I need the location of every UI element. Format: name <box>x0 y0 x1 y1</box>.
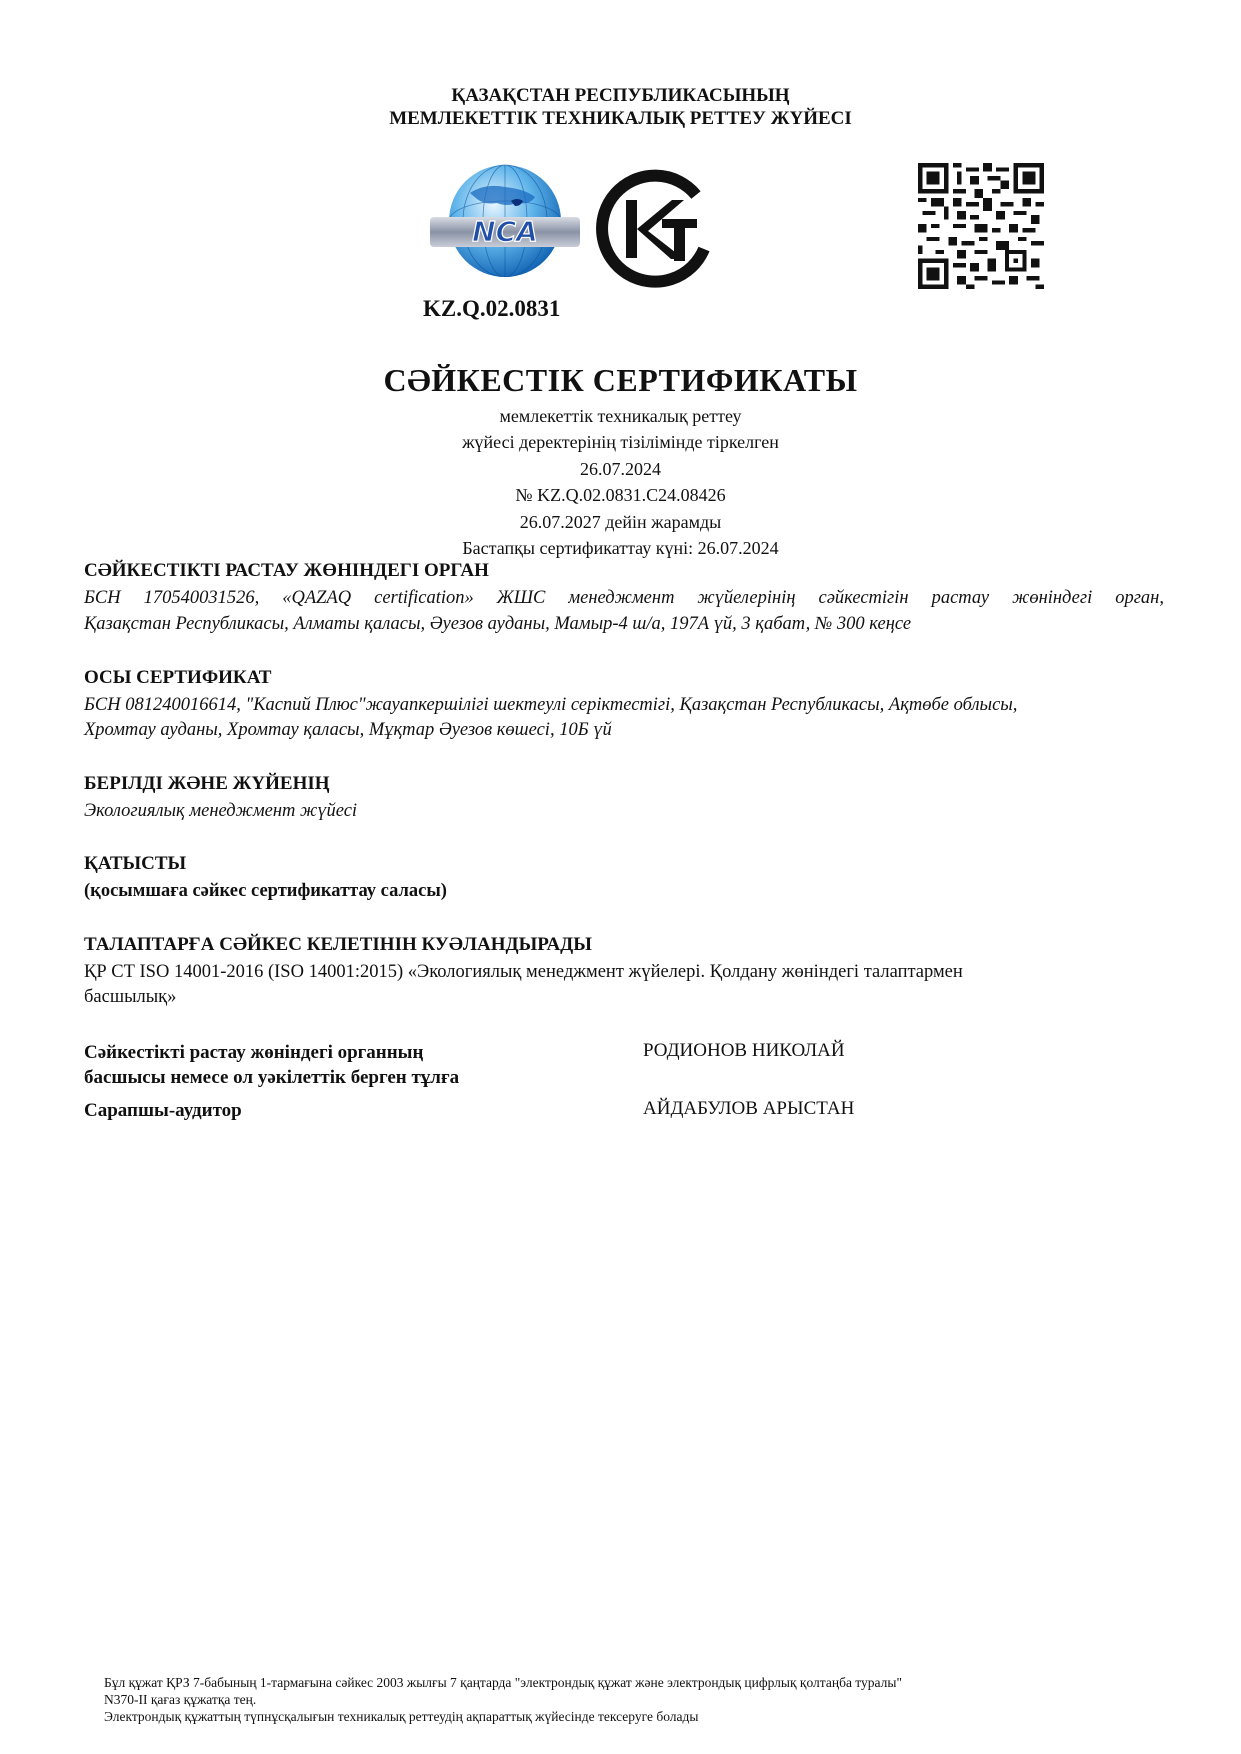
header-line-1: ҚАЗАҚСТАН РЕСПУБЛИКАСЫНЫҢ <box>451 85 790 106</box>
issued-system: Экологиялық менеджмент жүйесі <box>84 801 358 821</box>
head-signatory-label-line-1: Сәйкестікті растау жөніндегі органның <box>84 1042 424 1063</box>
footer-line-1: Бұл құжат ҚРЗ 7-бабының 1-тармағына сәйкес 2003 жылғы 7 қаңтарда "электрондық құжат және электрондық цифрлық қолтаңба туралы" <box>104 1675 902 1690</box>
initial-certification-date: Бастапқы сертификаттау күні: 26.07.2024 <box>462 538 779 558</box>
subtitle-line-1: мемлекеттік техникалық реттеу <box>499 406 742 426</box>
requirements-line-2: басшылық» <box>84 987 177 1007</box>
certificate-title: СӘЙКЕСТІК СЕРТИФИКАТЫ <box>383 362 858 398</box>
certificate-number: № KZ.Q.02.0831.C24.08426 <box>515 485 726 505</box>
issued-heading: БЕРІЛДІ ЖӘНЕ ЖҮЙЕНІҢ <box>84 773 330 794</box>
auditor-label: Сарапшы-аудитор <box>84 1100 242 1121</box>
qr-code-icon <box>918 163 1044 289</box>
ncfa-globe-logo <box>425 163 582 277</box>
subtitle-line-2: жүйесі деректерінің тізілімінде тіркелген <box>462 432 779 452</box>
footer-line-3: Электрондық құжаттың түпнұсқалығын техникалық реттеудің ақпараттық жүйесінде тексеруге болады <box>104 1709 699 1724</box>
this-certificate-heading: ОСЫ СЕРТИФИКАТ <box>84 667 272 688</box>
certification-body-line-2: Қазақстан Республикасы, Алматы қаласы, Әуезов ауданы, Мамыр-4 ш/а, 197А үй, 3 қабат, № 300 кеңсе <box>84 614 912 634</box>
holder-line-2: Хромтау ауданы, Хромтау қаласы, Мұқтар Әуезов көшесі, 10Б үй <box>84 720 612 740</box>
footer-line-2: N370-II қағаз құжатқа тең. <box>104 1692 257 1707</box>
holder-line-1: БСН 081240016614, "Каспий Плюс"жауапкершілігі шектеулі серіктестігі, Қазақстан Республикасы, Ақтөбе облысы, <box>84 695 1018 715</box>
requirements-line-1: ҚР СТ ISO 14001-2016 (ISO 14001:2015) «Экологиялық менеджмент жүйелері. Қолдану жөніндегі талаптармен <box>84 962 963 982</box>
certification-body-line-1: БСН 170540031526, «QAZAQ certification» ЖШС менеджмент жүйелерінің сәйкестігін растау жөніндегі орган, <box>84 588 1164 608</box>
requirements-heading: ТАЛАПТАРҒА СӘЙКЕС КЕЛЕТІНІН КУӘЛАНДЫРАДЫ <box>84 934 592 955</box>
head-signatory-label-line-2: басшысы немесе ол уәкілеттік берген тұлға <box>84 1067 460 1088</box>
related-scope: (қосымшаға сәйкес сертификаттау саласы) <box>84 881 447 901</box>
head-signatory-name: РОДИОНОВ НИКОЛАЙ <box>643 1040 845 1061</box>
certification-body-heading: СӘЙКЕСТІКТІ РАСТАУ ЖӨНІНДЕГІ ОРГАН <box>84 560 489 581</box>
valid-until: 26.07.2027 дейін жарамды <box>519 512 722 532</box>
ncfa-logo-text: NCA <box>472 215 538 248</box>
header-line-2: МЕМЛЕКЕТТІК ТЕХНИКАЛЫҚ РЕТТЕУ ЖҮЙЕСІ <box>389 108 852 129</box>
kz-conformity-mark-icon <box>596 167 712 288</box>
auditor-name: АЙДАБУЛОВ АРЫСТАН <box>643 1098 855 1119</box>
related-heading: ҚАТЫСТЫ <box>84 853 187 874</box>
accreditation-code: KZ.Q.02.0831 <box>423 296 561 321</box>
registration-date: 26.07.2024 <box>580 459 661 479</box>
